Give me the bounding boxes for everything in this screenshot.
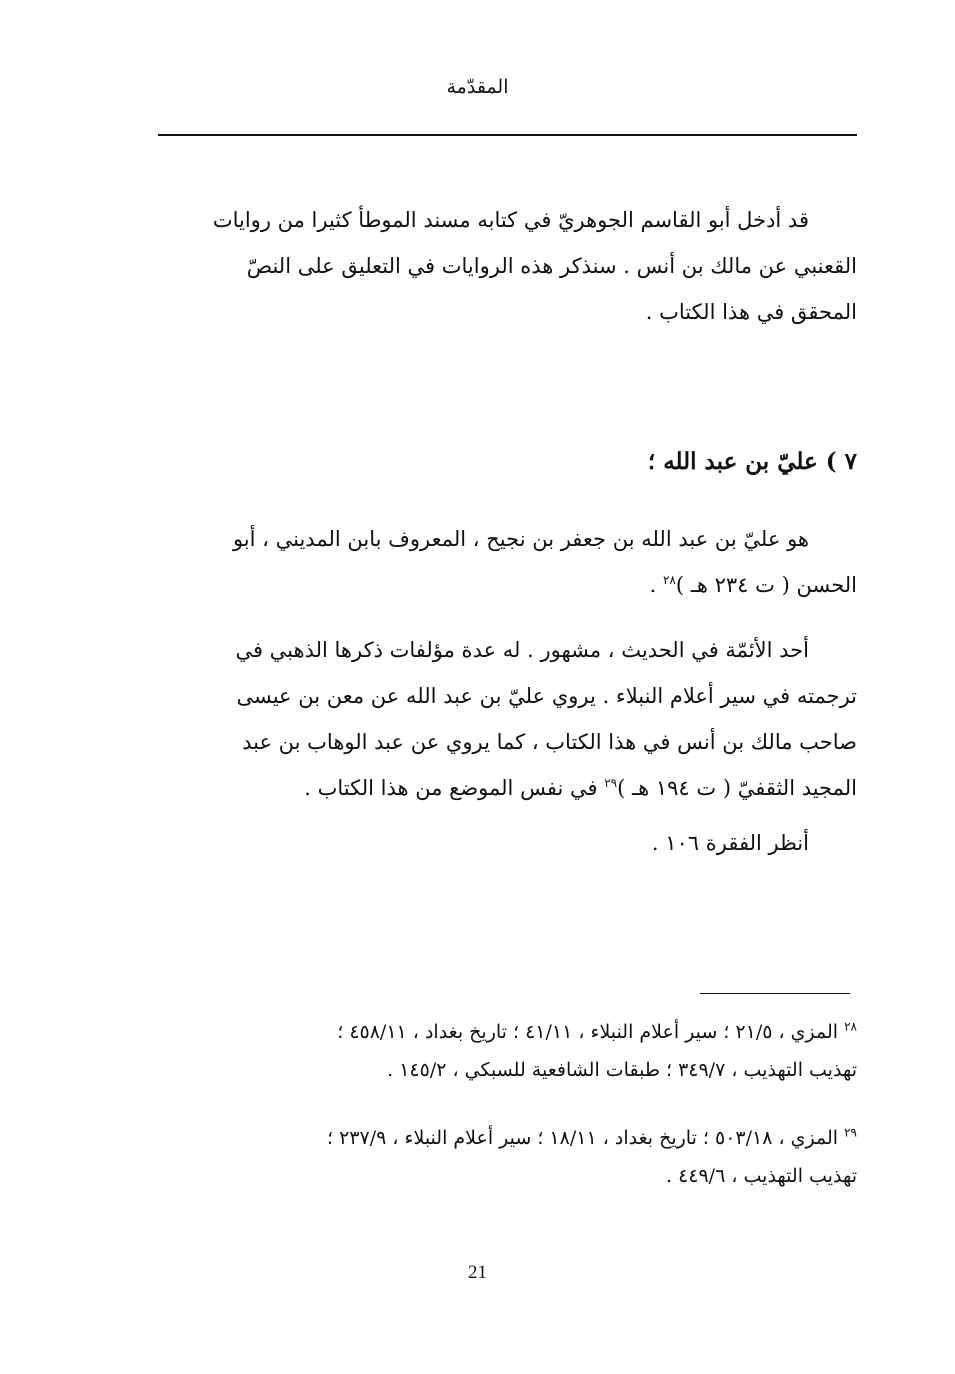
footnote-number: ٢٨	[844, 1019, 857, 1034]
paragraph-line: قد أدخل أبو القاسم الجوهريّ في كتابه مسند الموطأ كثيرا من روايات	[212, 208, 809, 232]
running-title: المقدّمة	[446, 76, 509, 98]
intro-paragraph	[158, 197, 857, 335]
paragraph-line: أحد الأئمّة في الحديث ، مشهور . له عدة مؤلفات ذكرها الذهبي في	[235, 638, 809, 662]
footnote-line: تهذيب التهذيب ، ٤٤٩/٦ .	[665, 1165, 857, 1187]
sentence-end: .	[649, 573, 663, 597]
death-date-text: الحسن ( ت ٢٣٤ هـ )	[675, 573, 857, 597]
footnote-text: المزي ، ٥٠٣/١٨ ؛ تاريخ بغداد ، ١٨/١١ ؛ سير أعلام النبلاء ، ٢٣٧/٩ ؛	[327, 1127, 845, 1149]
paragraph-line: ترجمته في سير أعلام النبلاء . يروي عليّ بن عبد الله عن معن بن عيسى	[236, 684, 857, 708]
paragraph-line: أنظر الفقرة ١٠٦ .	[651, 831, 809, 855]
footnote-29	[158, 1119, 857, 1195]
footnote-text: المزي ، ٢١/٥ ؛ سير أعلام النبلاء ، ٤١/١١ ؛ تاريخ بغداد ، ٤٥٨/١١ ؛	[337, 1021, 845, 1043]
reference-paragraph	[158, 820, 857, 866]
footnote-number: ٢٩	[844, 1125, 857, 1140]
footnote-ref: ٢٩	[604, 776, 618, 790]
footnote-line: تهذيب التهذيب ، ٣٤٩/٧ ؛ طبقات الشافعية للسبكي ، ١٤٥/٢ .	[387, 1059, 857, 1081]
paragraph-line	[158, 562, 857, 608]
footnote-28	[158, 1013, 857, 1089]
biography-paragraph	[158, 516, 857, 608]
footnote-line	[158, 1119, 857, 1157]
header-rule	[158, 134, 857, 136]
sentence-end: في نفس الموضع من هذا الكتاب .	[304, 776, 605, 800]
paragraph-line: المحقق في هذا الكتاب .	[645, 300, 857, 324]
footnote-line	[158, 1013, 857, 1051]
paragraph-line: صاحب مالك بن أنس في هذا الكتاب ، كما يروي عن عبد الوهاب بن عبد	[242, 730, 857, 754]
section-heading: ٧ ) عليّ بن عبد الله ؛	[647, 448, 857, 475]
page-number: 21	[468, 1262, 487, 1283]
description-paragraph	[158, 627, 857, 811]
footnote-rule	[700, 993, 850, 994]
paragraph-line: القعنبي عن مالك بن أنس . سنذكر هذه الروايات في التعليق على النصّ	[246, 254, 857, 278]
paragraph-line: هو عليّ بن عبد الله بن جعفر بن نجيح ، المعروف بابن المديني ، أبو	[232, 527, 809, 551]
footnote-ref: ٢٨	[662, 573, 676, 587]
teacher-text: المجيد الثقفيّ ( ت ١٩٤ هـ )	[617, 776, 857, 800]
paragraph-line	[158, 765, 857, 811]
